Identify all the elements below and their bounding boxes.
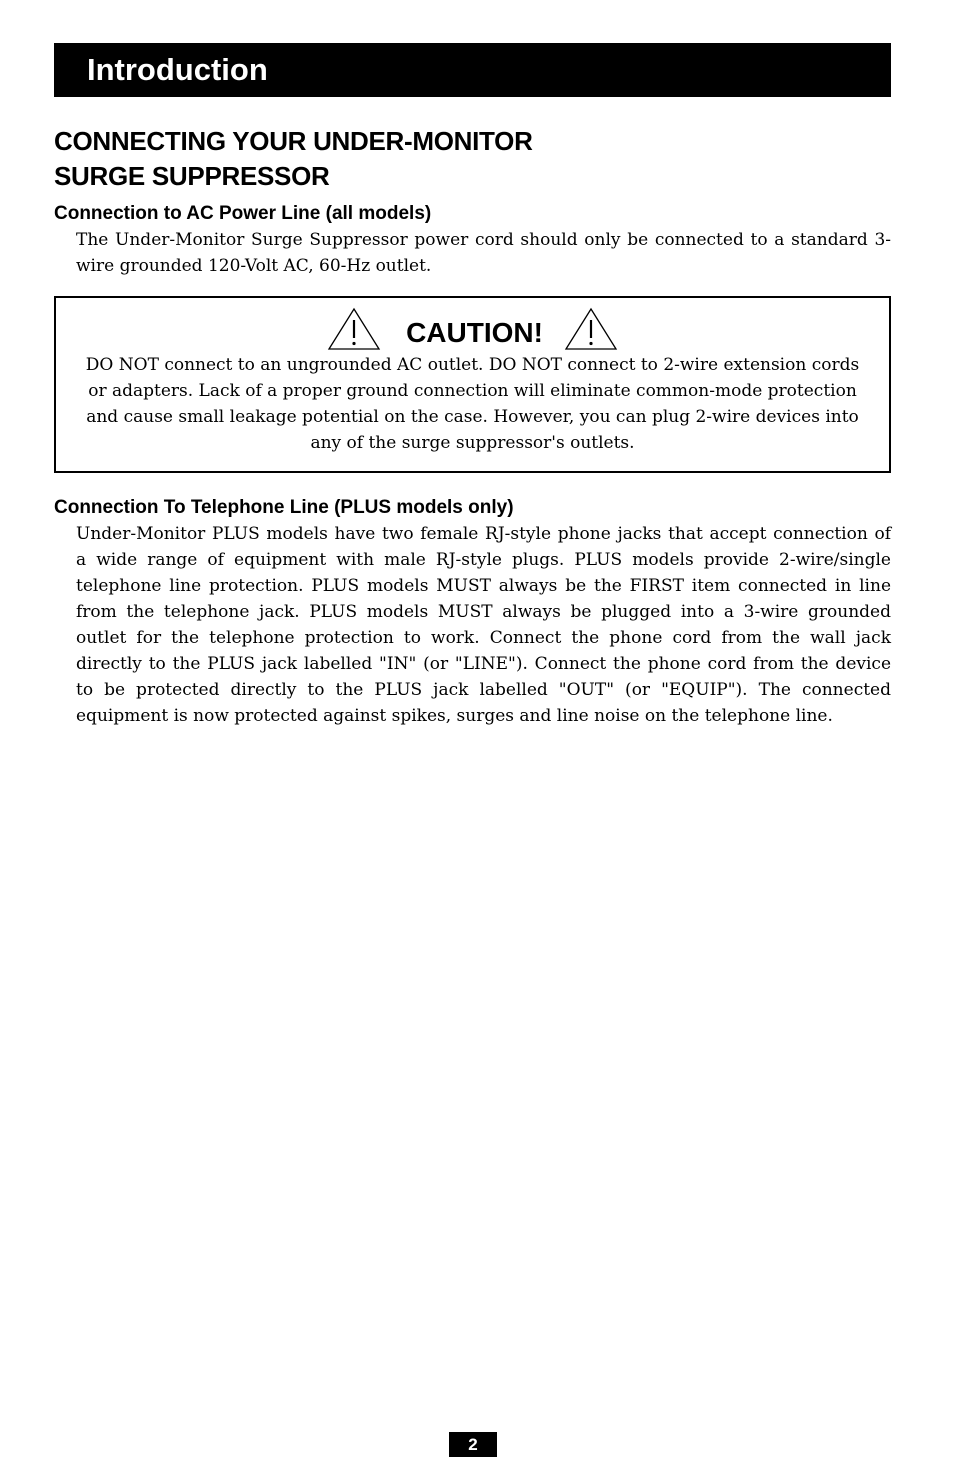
page-number: 2	[449, 1432, 497, 1457]
caution-box	[54, 296, 891, 473]
telephone-heading: Connection To Telephone Line (PLUS models only)	[54, 497, 514, 518]
page-header-title: Introduction	[87, 52, 268, 87]
caution-text: DO NOT connect to an ungrounded AC outlet. DO NOT connect to 2-wire extension cords or adapters. Lack of a proper ground connection will eliminate common-mode protection and cause small leakage potential on the case. However, you can plug 2-wire devices into any of the surge suppressor's outlets.	[85, 355, 860, 453]
caution-label: CAUTION!	[406, 317, 543, 348]
warning-triangle-icon	[326, 306, 382, 352]
section-title-line-2: SURGE SUPPRESSOR	[54, 161, 330, 191]
section-title-line-1: CONNECTING YOUR UNDER-MONITOR	[54, 126, 533, 156]
ac-power-body: The Under-Monitor Surge Suppressor power cord should only be connected to a standard 3-wire grounded 120-Volt AC, 60-Hz outlet.	[76, 230, 891, 276]
telephone-body: Under-Monitor PLUS models have two female RJ-style phone jacks that accept connection of a wide range of equipment with male RJ-style plugs. PLUS models provide 2-wire/single telephone line protection. PLUS models MUST always be the FIRST item connected in line from the telephone jack. PLUS models MUST always be plugged into a 3-wire grounded outlet for the telephone protection to work. Connect the phone cord from the wall jack directly to the PLUS jack labelled "IN" (or "LINE"). Connect the phone cord from the device to be protected directly to the PLUS jack labelled "OUT" (or "EQUIP"). The connected equipment is now protected against spikes, surges and line noise on the telephone line.	[76, 524, 891, 726]
ac-power-heading: Connection to AC Power Line (all models)	[54, 203, 432, 224]
warning-triangle-icon	[563, 306, 619, 352]
section-title	[54, 124, 754, 194]
page-header-bar	[54, 43, 891, 97]
caution-header	[56, 306, 889, 352]
